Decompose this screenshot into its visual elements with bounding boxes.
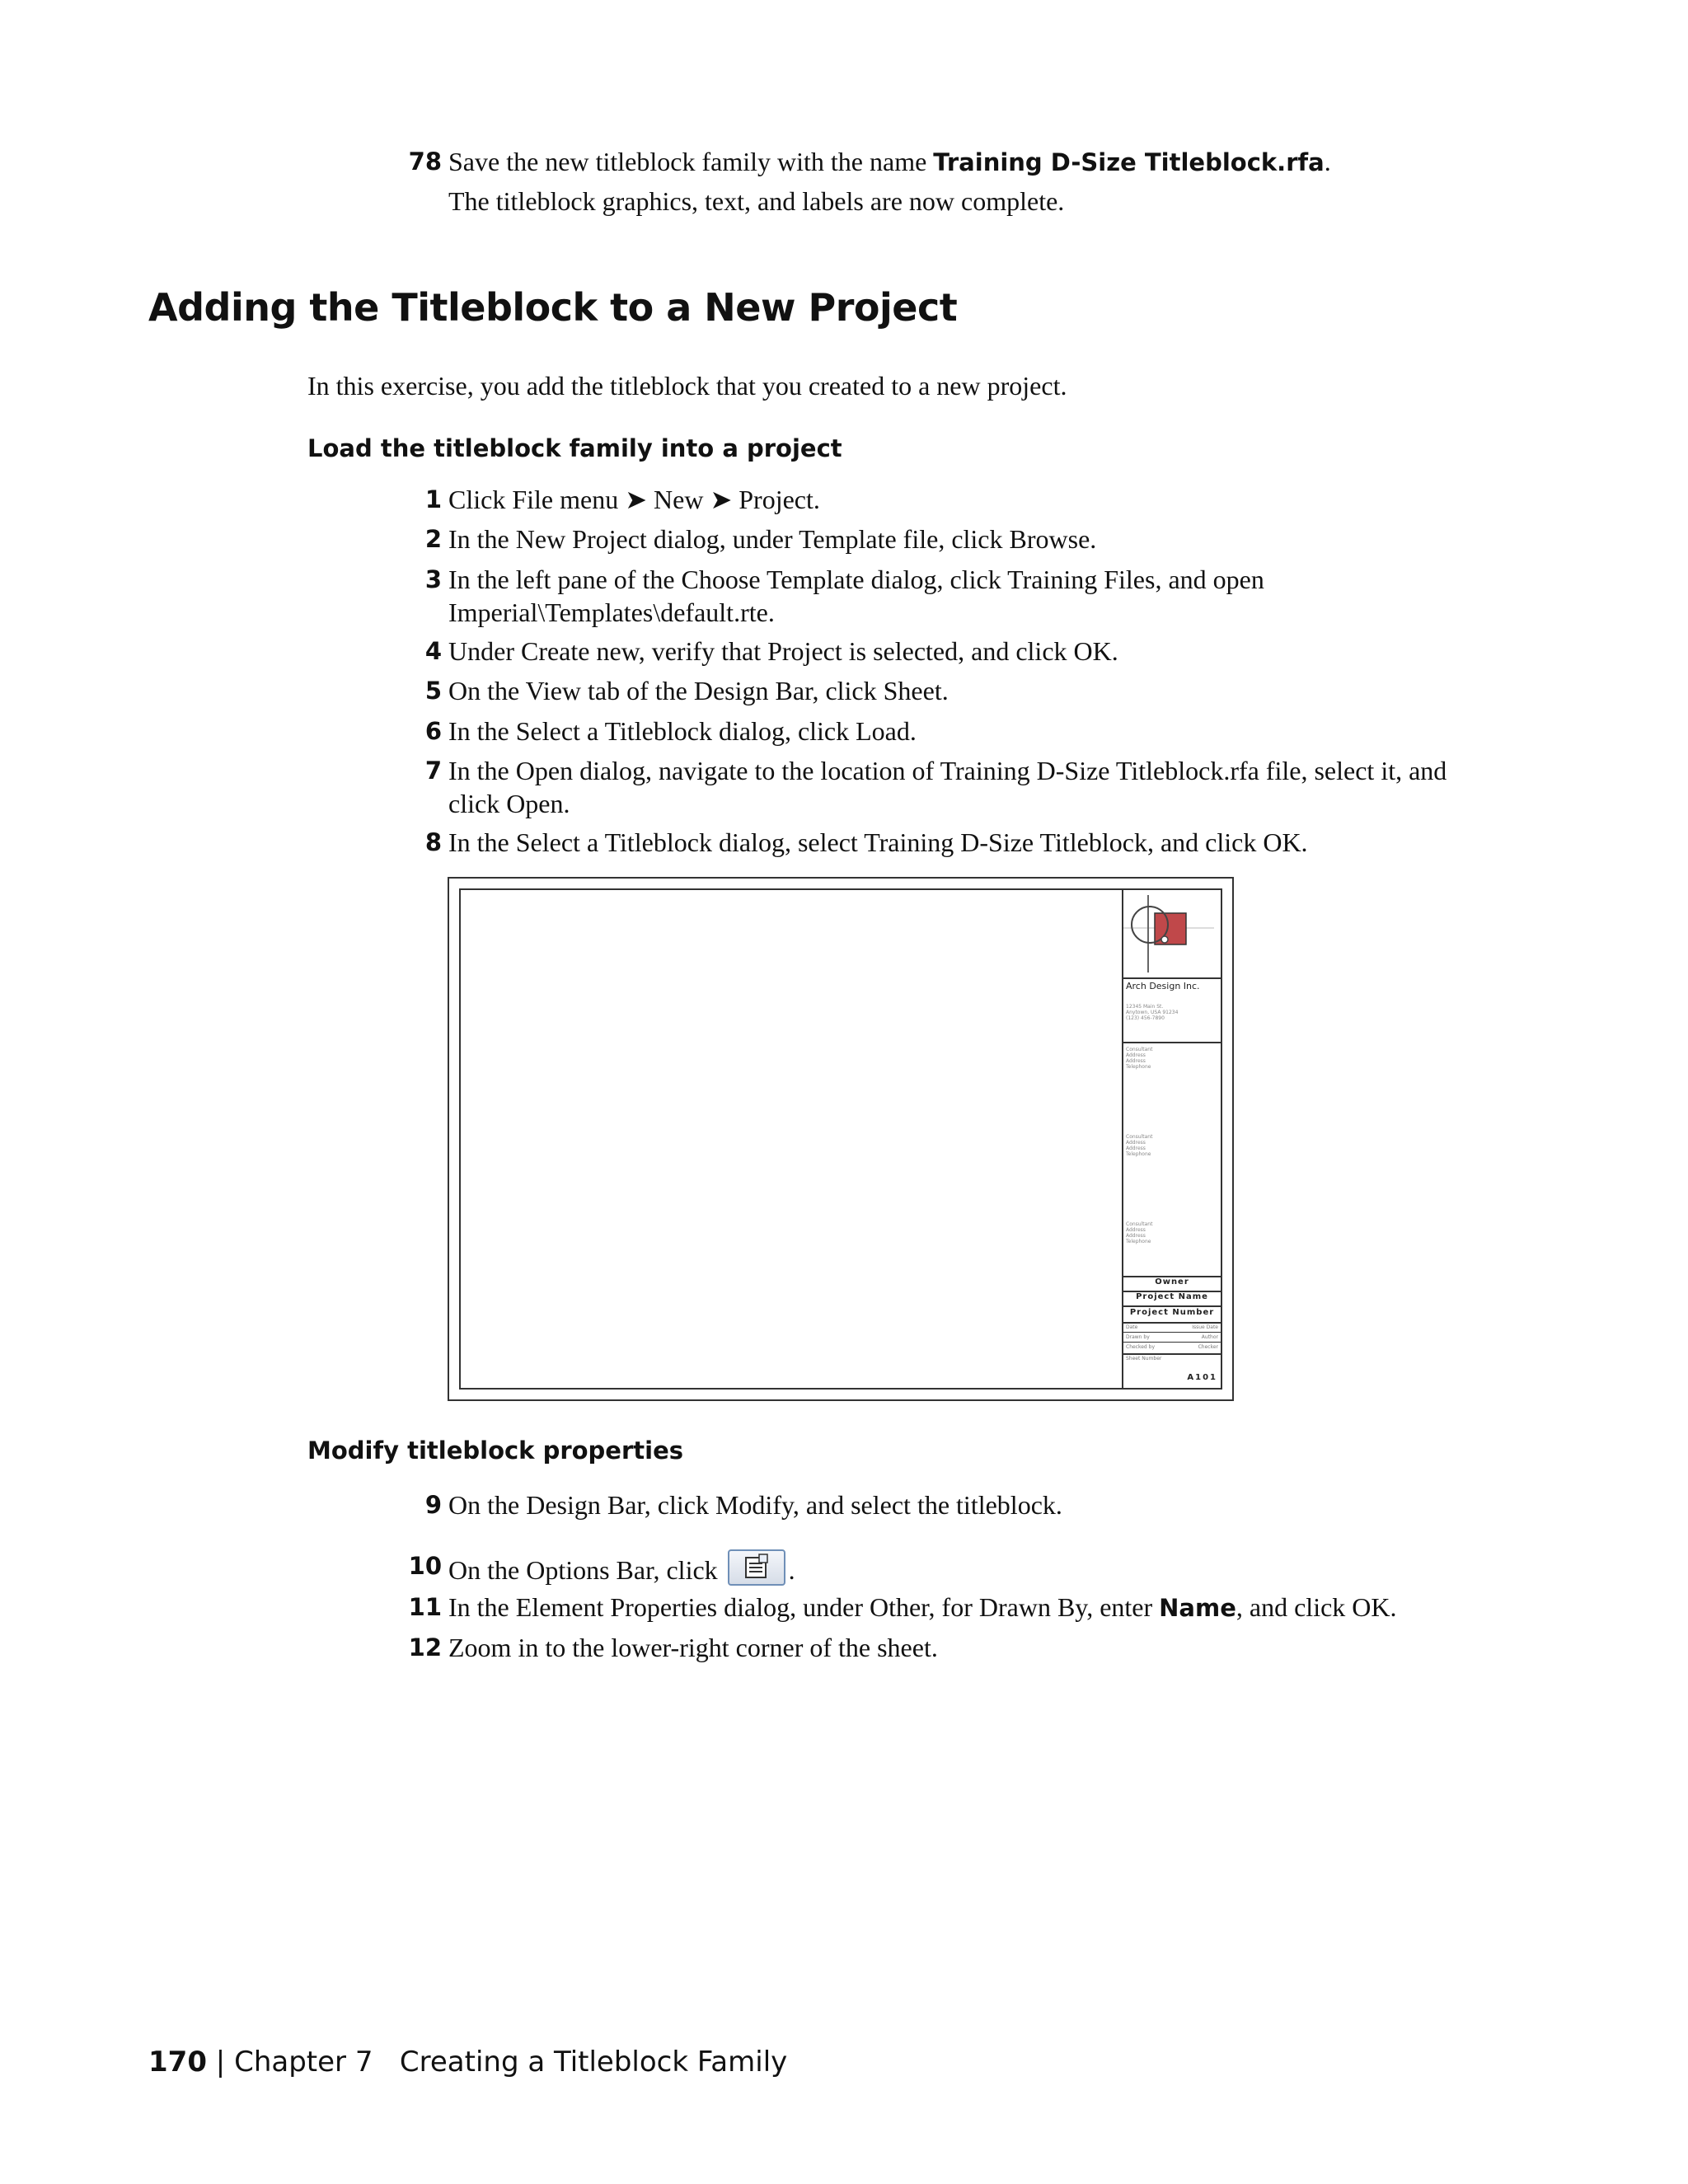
company-logo xyxy=(1123,890,1221,976)
consultant-block-1: Consultant Address Address Telephone xyxy=(1126,1047,1153,1070)
footer-separator: | xyxy=(215,2046,226,2079)
step-number: 7 xyxy=(424,757,442,785)
step-text: In the Select a Titleblock dialog, click Load. xyxy=(448,716,917,746)
checked-by-row xyxy=(1126,1344,1218,1350)
step-8 xyxy=(424,826,1308,859)
step-11 xyxy=(408,1591,1397,1624)
project-number-label: Project Number xyxy=(1129,1308,1215,1317)
step-text: On the Design Bar, click Modify, and select the titleblock. xyxy=(448,1490,1062,1520)
step-number: 10 xyxy=(408,1552,442,1580)
step-tail: , and click OK. xyxy=(1236,1592,1397,1622)
step-text: In the Open dialog, navigate to the location of Training D-Size Titleblock.rfa file, select it, and xyxy=(448,756,1447,785)
checked-by-value: Checker xyxy=(1198,1344,1218,1350)
step-text: On the View tab of the Design Bar, click Sheet. xyxy=(448,676,949,705)
step-3 xyxy=(424,563,1264,629)
step-number: 1 xyxy=(424,485,442,513)
page-number: 170 xyxy=(148,2046,207,2079)
element-properties-icon[interactable] xyxy=(728,1549,785,1586)
page-footer xyxy=(148,2046,787,2079)
step-text: In the New Project dialog, under Template file, click Browse. xyxy=(448,524,1097,554)
step-number: 2 xyxy=(424,525,442,553)
step-number: 12 xyxy=(408,1633,442,1661)
step-text: Under Create new, verify that Project is selected, and click OK. xyxy=(448,636,1118,666)
step-tail: . xyxy=(1324,147,1331,176)
subheading-load: Load the titleblock family into a project xyxy=(307,434,842,462)
step-text: Save the new titleblock family with the name xyxy=(448,147,934,176)
step-4 xyxy=(424,635,1118,668)
step-text: In the Select a Titleblock dialog, select Training D-Size Titleblock, and click OK. xyxy=(448,827,1308,857)
step-7 xyxy=(424,754,1447,820)
step-number: 3 xyxy=(424,565,442,593)
sheet-number-row xyxy=(1126,1356,1218,1361)
step-number: 8 xyxy=(424,828,442,856)
company-address: 12345 Main St. Anytown, USA 91234 (123) 456-7890 xyxy=(1126,1004,1179,1021)
step-number: 6 xyxy=(424,717,442,745)
step-1 xyxy=(424,483,820,516)
chapter-label: Chapter 7 xyxy=(234,2046,373,2079)
subheading-modify: Modify titleblock properties xyxy=(307,1436,684,1465)
drawn-by-row xyxy=(1126,1334,1218,1340)
step-5 xyxy=(424,674,949,707)
step-number: 9 xyxy=(424,1491,442,1519)
section-heading: Adding the Titleblock to a New Project xyxy=(148,285,958,330)
step-number: 78 xyxy=(408,148,442,176)
step-10 xyxy=(408,1549,795,1586)
step-6 xyxy=(424,715,917,748)
sheet-number: A101 xyxy=(1187,1373,1217,1382)
step-9 xyxy=(424,1488,1062,1521)
checked-by-label: Checked by xyxy=(1126,1344,1156,1350)
consultant-block-3: Consultant Address Address Telephone xyxy=(1126,1221,1153,1244)
sheet-drawing-area xyxy=(459,888,1222,1390)
step-78 xyxy=(408,145,1331,179)
step-text: On the Options Bar, click xyxy=(448,1555,718,1585)
step-text-cont: click Open. xyxy=(448,789,570,818)
step-78-result: The titleblock graphics, text, and labels are now complete. xyxy=(448,186,1065,216)
consultant-block-2: Consultant Address Address Telephone xyxy=(1126,1134,1153,1157)
chapter-title: Creating a Titleblock Family xyxy=(399,2046,788,2079)
step-tail: . xyxy=(788,1555,795,1585)
step-text-cont: Imperial\Templates\default.rte. xyxy=(448,598,775,627)
step-number: 4 xyxy=(424,637,442,665)
company-name: Arch Design Inc. xyxy=(1126,981,1200,991)
owner-label: Owner xyxy=(1155,1277,1189,1286)
date-row xyxy=(1126,1324,1218,1330)
step-text: In the Element Properties dialog, under Other, for Drawn By, enter xyxy=(448,1592,1160,1622)
date-label: Date xyxy=(1126,1324,1138,1330)
titleblock xyxy=(1122,888,1222,1390)
step-number: 11 xyxy=(408,1593,442,1621)
section-intro: In this exercise, you add the titleblock that you created to a new project. xyxy=(307,371,1067,401)
drawn-by-label: Drawn by xyxy=(1126,1334,1150,1340)
step-text: Click File menu ➤ New ➤ Project. xyxy=(448,485,820,514)
project-name-label: Project Name xyxy=(1136,1292,1208,1301)
step-2 xyxy=(424,523,1097,555)
drawn-by-value: Author xyxy=(1201,1334,1218,1340)
step-text: Zoom in to the lower-right corner of the sheet. xyxy=(448,1633,938,1662)
step-number: 5 xyxy=(424,677,442,705)
sheet-number-label: Sheet Number xyxy=(1126,1356,1162,1361)
date-value: Issue Date xyxy=(1192,1324,1218,1330)
sheet-figure xyxy=(448,877,1234,1401)
step-12 xyxy=(408,1631,938,1664)
step-text: In the left pane of the Choose Template dialog, click Training Files, and open xyxy=(448,565,1264,594)
file-name: Training D-Size Titleblock.rfa xyxy=(933,148,1325,176)
entered-value: Name xyxy=(1159,1594,1236,1622)
